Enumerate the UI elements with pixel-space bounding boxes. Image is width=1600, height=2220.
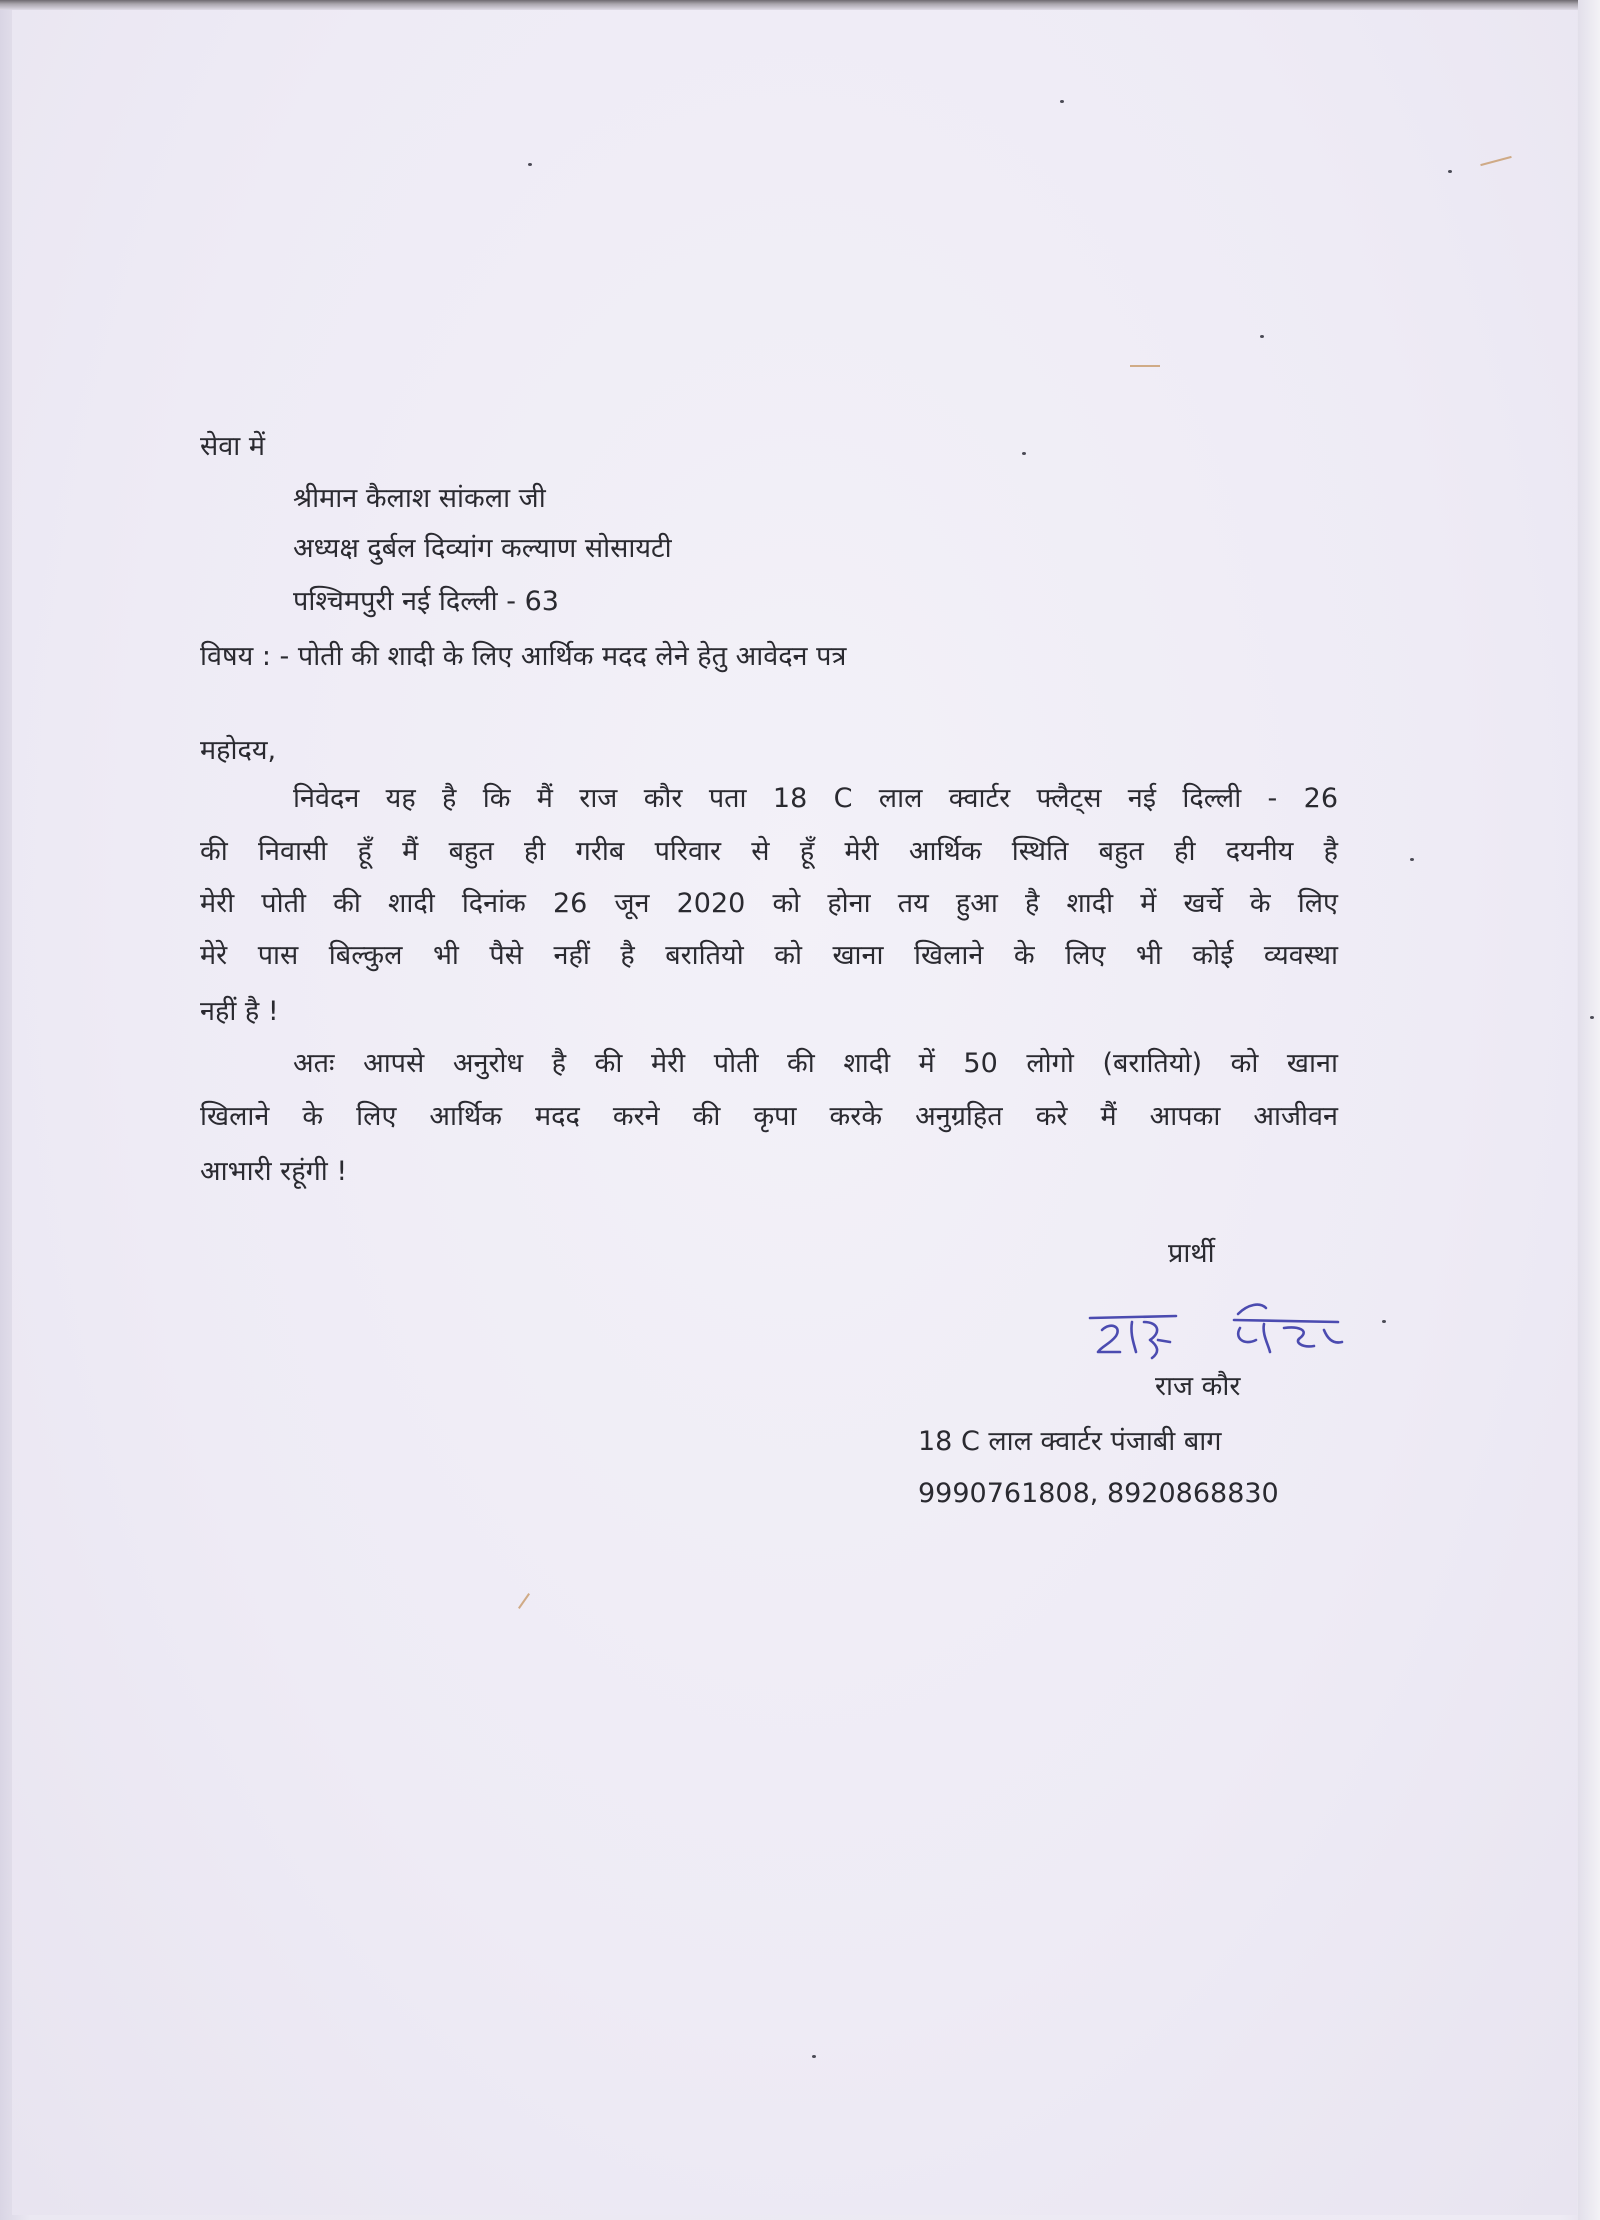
scan-speck: [1448, 170, 1452, 173]
scan-top-edge: [0, 0, 1600, 10]
paragraph1-line: नहीं है !: [200, 996, 279, 1027]
sender-address: 18 C लाल क्वार्टर पंजाबी बाग: [918, 1426, 1222, 1457]
closing-prarthi: प्रार्थी: [1168, 1238, 1215, 1269]
paragraph1-line: निवेदन यह है कि मैं राज कौर पता 18 C लाल क्वार्टर फ्लैट्स नई दिल्ली - 26: [293, 783, 1338, 814]
subject-line: विषय : - पोती की शादी के लिए आर्थिक मदद लेने हेतु आवेदन पत्र: [200, 641, 847, 672]
sender-phones: 9990761808, 8920868830: [918, 1478, 1279, 1509]
paragraph1-line: मेरे पास बिल्कुल भी पैसे नहीं है बरातियो को खाना खिलाने के लिए भी कोई व्यवस्था: [200, 940, 1338, 971]
scan-speck: [812, 2055, 816, 2058]
scan-speck: [528, 163, 532, 166]
scan-speck: [1382, 1320, 1386, 1323]
paragraph1-line: मेरी पोती की शादी दिनांक 26 जून 2020 को होना तय हुआ है शादी में खर्चे के लिए: [200, 888, 1338, 919]
recipient-address: पश्चिमपुरी नई दिल्ली - 63: [293, 586, 559, 617]
scan-right-edge: [1578, 0, 1600, 2220]
paragraph2-line: खिलाने के लिए आर्थिक मदद करने की कृपा करके अनुग्रहित करे मैं आपका आजीवन: [200, 1101, 1338, 1132]
scan-streak: [1130, 365, 1160, 367]
salutation-to: सेवा में: [200, 431, 265, 462]
greeting: महोदय,: [200, 735, 277, 766]
sender-name: राज कौर: [1155, 1371, 1241, 1402]
paragraph2-line: अतः आपसे अनुरोध है की मेरी पोती की शादी में 50 लोगो (बरातियो) को खाना: [293, 1048, 1338, 1079]
scan-speck: [1060, 100, 1064, 103]
handwritten-signature: [1088, 1300, 1348, 1370]
scan-speck: [1410, 858, 1414, 861]
scan-speck: [1022, 452, 1026, 455]
paragraph2-line: आभारी रहूंगी !: [200, 1156, 348, 1187]
paragraph1-line: की निवासी हूँ मैं बहुत ही गरीब परिवार से हूँ मेरी आर्थिक स्थिति बहुत ही दयनीय है: [200, 836, 1338, 867]
scan-speck: [1590, 1016, 1594, 1019]
recipient-title: अध्यक्ष दुर्बल दिव्यांग कल्याण सोसायटी: [293, 533, 672, 564]
recipient-name: श्रीमान कैलाश सांकला जी: [293, 483, 546, 514]
scan-speck: [1260, 335, 1264, 338]
